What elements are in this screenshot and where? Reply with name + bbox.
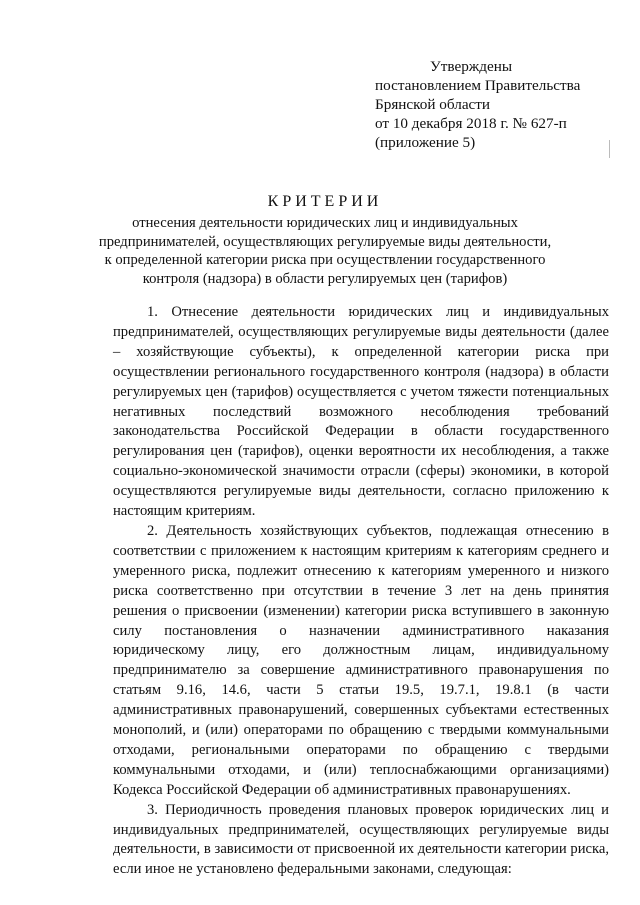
approval-block — [375, 57, 625, 152]
approval-line-appendix: (приложение 5) — [375, 134, 476, 151]
scan-mark — [609, 140, 610, 158]
approval-line-approved: Утверждены — [430, 58, 513, 75]
document-body — [113, 303, 609, 880]
approval-line-resolution: постановлением Правительства — [375, 77, 581, 94]
document-heading — [90, 192, 560, 288]
subtitle-line: контроля (надзора) в области регулируемых цен (тарифов) — [142, 270, 508, 287]
approval-line-region: Брянской области — [375, 96, 491, 113]
document-title: КРИТЕРИИ — [267, 193, 383, 210]
subtitle-line: к определенной категории риска при осуществлении государственного — [104, 252, 546, 268]
subtitle-line: отнесения деятельности юридических лиц и индивидуальных — [132, 215, 518, 231]
approval-line-date-number: от 10 декабря 2018 г. № 627-п — [375, 115, 567, 132]
paragraph-3: 3. Периодичность проведения плановых проверок юридических лиц и индивидуальных предпринимателей, осуществляющих регулируемые виды деятельности, в зависимости от присвоенной их деятельности категории риска, если иное не установлено федеральными законами, следующая: — [113, 801, 609, 878]
paragraph-1: 1. Отнесение деятельности юридических лиц и индивидуальных предпринимателей, осуществляющих регулируемые виды деятельности (далее – хозяйствующие субъекты), к определенной категории риска при осуществлении регионального государственного контроля (надзора) в области регулируемых цен (тарифов) осуществляется с учетом тяжести потенциальных негативных последствий возможного несоблюдения требований законодательства Российской Федерации в области государственного регулирования цен (тарифов), оценки вероятности их несоблюдения, а также социально-экономической значимости отрасли (сферы) экономики, в которой осуществляются регулируемые виды деятельности, согласно приложению к настоящим критериям. — [113, 304, 609, 520]
subtitle-line: предпринимателей, осуществляющих регулируемые виды деятельности, — [98, 233, 552, 250]
document-subtitle — [90, 214, 560, 288]
paragraph-2: 2. Деятельность хозяйствующих субъектов, подлежащая отнесению в соответствии с приложением к настоящим критериям к категориям среднего и умеренного риска, подлежит отнесению к категориям умеренного и низкого риска соответственно при отсутствии в течение 3 лет на день принятия решения о присвоении (изменении) категории риска вступившего в законную силу постановления о назначении административного наказания юридическому лицу, его должностным лицам, индивидуальному предпринимателю за совершение административного правонарушения по статьям 9.16, 14.6, части 5 статьи 19.5, 19.7.1, 19.8.1 (в части административных правонарушений, совершенных субъектами естественных монополий, и (или) операторами по обращению с твердыми коммунальными отходами, региональными операторами по обращению с твердыми коммунальными отходами, и (или) теплоснабжающими организациями) Кодекса Российской Федерации об административных правонарушениях. — [113, 522, 609, 798]
